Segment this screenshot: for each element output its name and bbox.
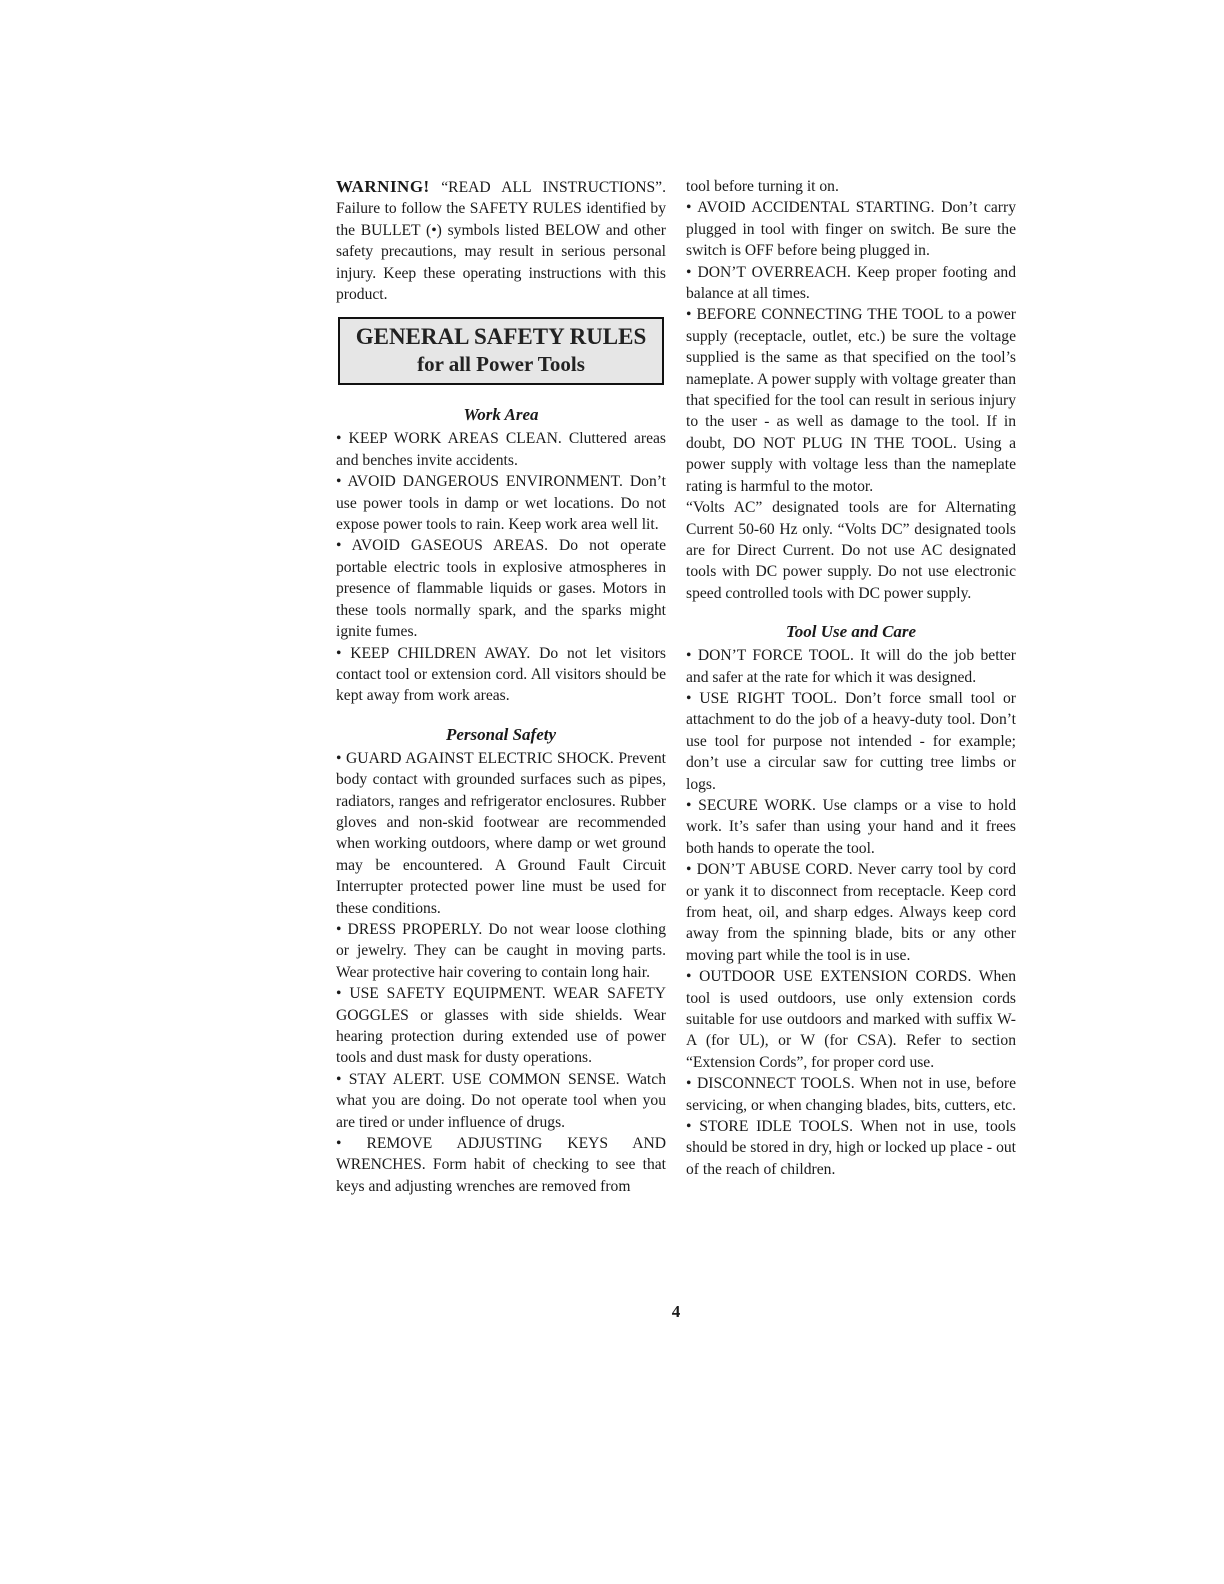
tool-use-heading: Tool Use and Care — [785, 622, 917, 642]
list-item: • DISCONNECT TOOLS. When not in use, before servicing, or when changing blades, bits, cutters, etc. — [686, 1075, 1016, 1114]
warning-paragraph — [336, 176, 666, 305]
list-item: • AVOID DANGEROUS ENVIRONMENT. Don’t use power tools in damp or wet locations. Do not expose power tools to rain. Keep work area well lit. — [336, 473, 666, 534]
list-item: • SECURE WORK. Use clamps or a vise to hold work. It’s safer than using your hand and it frees both hands to operate the tool. — [686, 796, 1016, 857]
page-number: 4 — [671, 1302, 681, 1321]
list-item: • KEEP WORK AREAS CLEAN. Cluttered areas and benches invite accidents. — [336, 430, 666, 469]
banner-subtitle: for all Power Tools — [417, 352, 585, 377]
list-item: • BEFORE CONNECTING THE TOOL to a power supply (receptacle, outlet, etc.) be sure the voltage supplied is the same as that specified on the tool’s nameplate. A power supply with voltage greater than that specified for the tool can result in serious injury to the user - as well as damage to the tool. If in doubt, DO NOT PLUG IN THE TOOL. Using a power supply with voltage less than the nameplate rating is harmful to the motor. — [686, 306, 1016, 495]
list-item: • DRESS PROPERLY. Do not wear loose clothing or jewelry. They can be caught in moving parts. Wear protective hair covering to contain long hair. — [336, 920, 666, 981]
list-item: • USE SAFETY EQUIPMENT. WEAR SAFETY GOGGLES or glasses with side shields. Wear hearing protection during extended use of power tools and dust mask for dusty operations. — [336, 985, 666, 1067]
list-item: • OUTDOOR USE EXTENSION CORDS. When tool is used outdoors, use only extension cords suitable for use outdoors and marked with suffix W-A (for UL), or W (for CSA). Refer to section “Extension Cords”, for proper cord use. — [686, 968, 1016, 1071]
left-column — [336, 176, 666, 1197]
general-safety-rules-banner — [338, 317, 664, 385]
list-item: • AVOID GASEOUS AREAS. Do not operate portable electric tools in explosive atmospheres in presence of flammable liquids or gases. Motors in these tools normally spark, and the sparks might ignite fumes. — [336, 537, 666, 641]
right-column — [686, 176, 1016, 1180]
personal-safety-heading: Personal Safety — [445, 724, 557, 744]
list-item: • DON’T OVERREACH. Keep proper footing and balance at all times. — [686, 263, 1016, 303]
warning-text: “READ ALL INSTRUCTIONS”. Failure to follow the SAFETY RULES identified by the BULLET (•) symbols listed BELOW and other safety precautions, may result in serious personal injury. Keep these operating instructions with this product. — [336, 179, 666, 304]
banner-title: GENERAL SAFETY RULES — [355, 324, 647, 350]
warning-label: WARNING! — [336, 177, 430, 196]
volts-note: “Volts AC” designated tools are for Alternating Current 50-60 Hz only. “Volts DC” designated tools are for Direct Current. Do not use AC designated tools with DC power supply. Do not use electronic speed controlled tools with DC power supply. — [686, 499, 1016, 602]
list-item: • DON’T FORCE TOOL. It will do the job better and safer at the rate for which it was designed. — [686, 647, 1016, 686]
list-item: • STORE IDLE TOOLS. When not in use, tools should be stored in dry, high or locked up place - out of the reach of children. — [686, 1118, 1016, 1178]
continuation-text: tool before turning it on. — [686, 178, 839, 195]
work-area-heading: Work Area — [463, 405, 539, 425]
list-item: • KEEP CHILDREN AWAY. Do not let visitors contact tool or extension cord. All visitors should be kept away from work areas. — [336, 644, 666, 705]
list-item: • USE RIGHT TOOL. Don’t force small tool or attachment to do the job of a heavy-duty tool. Don’t use tool for purpose not intended - for example; don’t use a circular saw for cutting tree limbs or logs. — [686, 689, 1016, 793]
list-item: • AVOID ACCIDENTAL STARTING. Don’t carry plugged in tool with finger on switch. Be sure the switch is OFF before being plugged in. — [686, 199, 1016, 260]
list-item: • STAY ALERT. USE COMMON SENSE. Watch what you are doing. Do not operate tool when you are tired or under influence of drugs. — [336, 1070, 666, 1131]
list-item: • REMOVE ADJUSTING KEYS AND WRENCHES. Form habit of checking to see that keys and adjusting wrenches are removed from — [336, 1135, 666, 1195]
list-item: • GUARD AGAINST ELECTRIC SHOCK. Prevent body contact with grounded surfaces such as pipes, radiators, ranges and refrigerator enclosures. Rubber gloves and non-skid footwear are recommended when working outdoors, where damp or wet ground may be encountered. A Ground Fault Circuit Interrupter protected power line must be used for these conditions. — [336, 749, 666, 917]
list-item: • DON’T ABUSE CORD. Never carry tool by cord or yank it to disconnect from receptacle. Keep cord from heat, oil, and sharp edges. Always keep cord away from the spinning blade, bits or any other moving part while the tool is in use. — [686, 861, 1016, 964]
